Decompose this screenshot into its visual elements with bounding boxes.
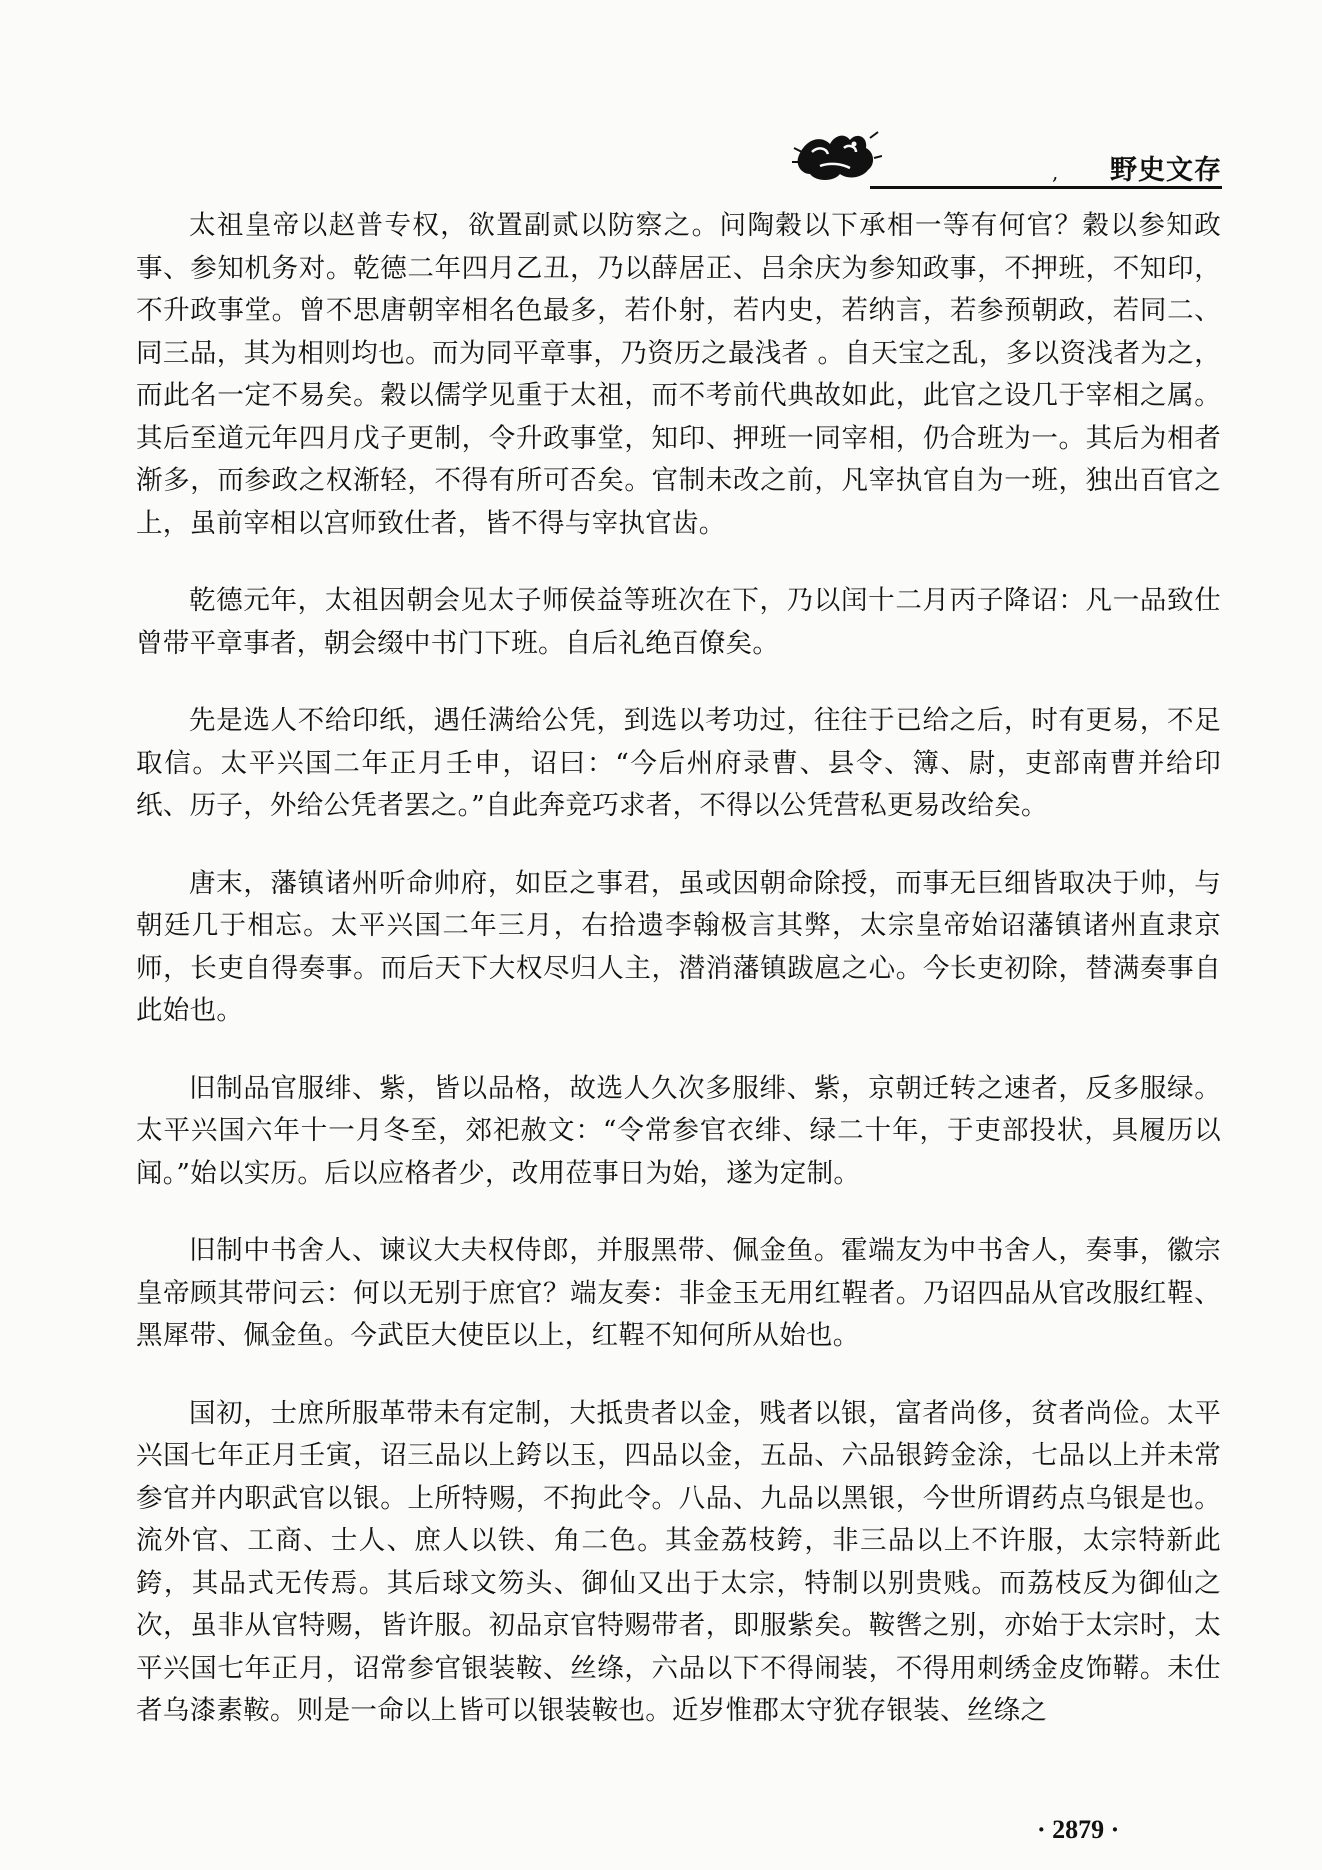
paragraph: 国初，士庶所服革带未有定制，大抵贵者以金，贱者以银，富者尚侈，贫者尚俭。太平兴国七年正月壬寅，诏三品以上銙以玉，四品以金，五品、六品银銙金涂，七品以上并未常参官并内职武官以银。上所特赐，不拘此令。八品、九品以黑银，今世所谓药点乌银是也。流外官、工商、士人、庶人以铁、角二色。其金荔枝銙，非三品以上不许服，太宗特新此銙，其品式无传焉。其后球文笏头、御仙又出于太宗，特制以别贵贱。而荔枝反为御仙之次，虽非从官特赐，皆许服。初品京官特赐带者，即服紫矣。鞍辔之别，亦始于太宗时，太平兴国七年正月，诏常参官银装鞍、丝绦，六品以下不得闹装，不得用刺绣金皮饰鞯。未仕者乌漆素鞍。则是一命以上皆可以银装鞍也。近岁惟郡太守犹存银装、丝绦之 [136,1397,1221,1726]
dragon-icon [790,118,882,190]
paragraph: 旧制中书舍人、谏议大夫权侍郎，并服黑带、佩金鱼。霍端友为中书舍人，奏事，徽宗皇帝顾其带问云：何以无别于庶官？端友奏：非金玉无用红鞓者。乃诏四品从官改服红鞓、黑犀带、佩金鱼。今武臣大使臣以上，红鞓不知何所从始也。 [136,1235,1221,1351]
header-rule [870,186,1222,189]
paragraph: 乾德元年，太祖因朝会见太子师侯益等班次在下，乃以闰十二月丙子降诏：凡一品致仕曾带平章事者，朝会缀中书门下班。自后礼绝百僚矣。 [136,585,1221,659]
page-header [790,118,1222,190]
header-title: 野史文存 [1110,155,1222,186]
paragraph: 太祖皇帝以赵普专权，欲置副贰以防察之。问陶穀以下承相一等有何官？穀以参知政事、参知机务对。乾德二年四月乙丑，乃以薛居正、吕余庆为参知政事，不押班，不知印，不升政事堂。曾不思唐朝宰相名色最多，若仆射，若内史，若纳言，若参预朝政，若同二、同三品，其为相则均也。而为同平章事，乃资历之最浅者 。自天宝之乱，多以资浅者为之，而此名一定不易矣。穀以儒学见重于太祖，而不考前代典故如此，此官之设几于宰相之属。其后至道元年四月戊子更制，令升政事堂，知印、押班一同宰相，仍合班为一。其后为相者渐多，而参政之权渐轻，不得有所可否矣。官制未改之前，凡宰执官自为一班，独出百官之上，虽前宰相以宫师致仕者，皆不得与宰执官齿。 [136,210,1221,539]
body-text [136,205,1221,1768]
paragraph: 先是选人不给印纸，遇任满给公凭，到选以考功过，往往于已给之后，时有更易，不足取信。太平兴国二年正月壬申，诏曰：“今后州府录曹、县令、簿、尉，吏部南曹并给印纸、历子，外给公凭者罢之。”自此奔竞巧求者，不得以公凭营私更易改给矣。 [136,705,1221,821]
paragraph: 唐末，藩镇诸州听命帅府，如臣之事君，虽或因朝命除授，而事无巨细皆取决于帅，与朝廷几于相忘。太平兴国二年三月，右拾遗李翰极言其弊，太宗皇帝始诏藩镇诸州直隶京师，长吏自得奏事。而后天下大权尽归人主，潜消藩镇跋扈之心。今长吏初除，替满奏事自此始也。 [136,867,1221,1026]
header-dot: , [1052,160,1059,184]
page-number: · 2879 · [1037,1815,1120,1844]
paragraph: 旧制品官服绯、紫，皆以品格，故选人久次多服绯、紫，京朝迁转之速者，反多服绿。太平兴国六年十一月冬至，郊祀赦文：“令常参官衣绯、绿二十年，于吏部投状，具履历以闻。”始以实历。后以应格者少，改用莅事日为始，遂为定制。 [136,1072,1221,1189]
